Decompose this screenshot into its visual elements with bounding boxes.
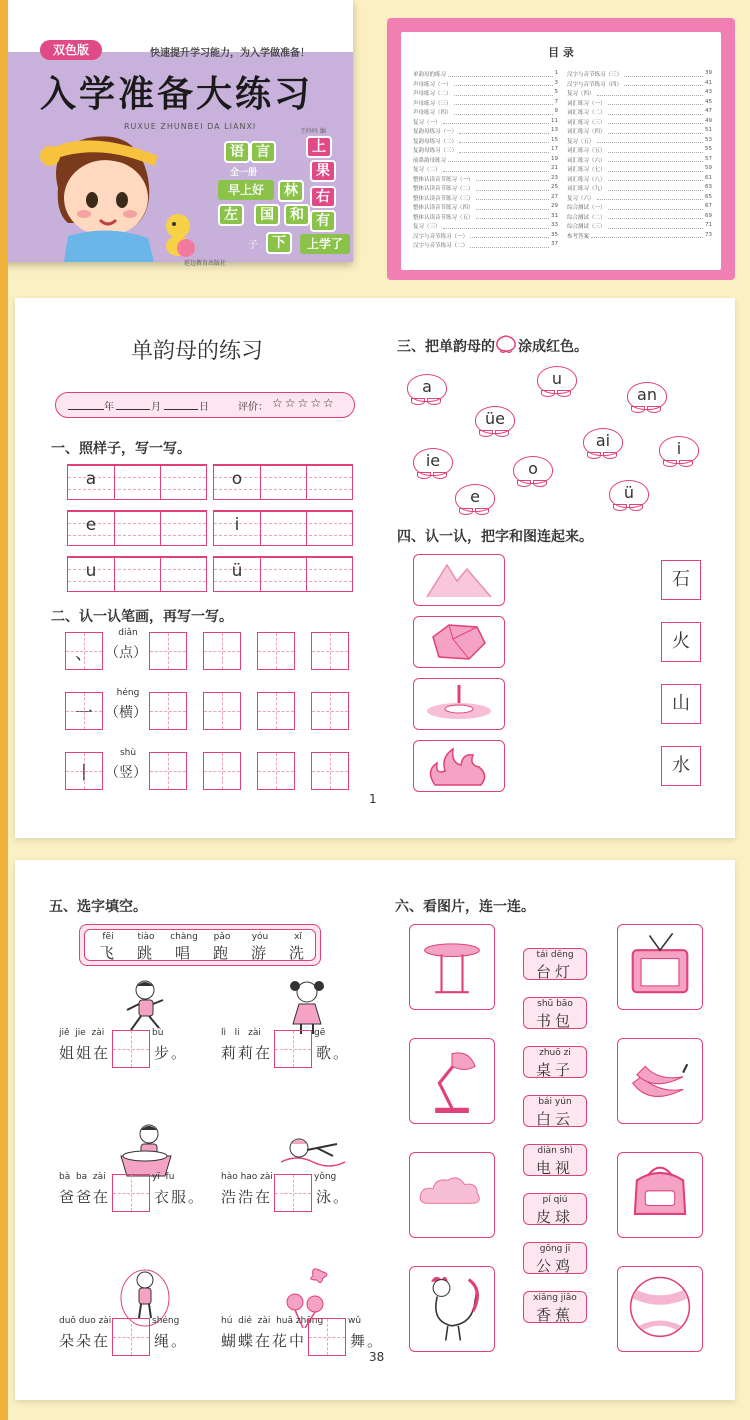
- toc-entry[interactable]: 声母练习（一） 3: [413, 79, 558, 88]
- stroke-pinyin: shù: [119, 748, 137, 758]
- sentence-pinyin: gē: [314, 1028, 326, 1038]
- toc-right-column: [567, 70, 712, 241]
- sentence-pinyin: jiě jie zài: [59, 1028, 105, 1038]
- practice-cell[interactable]: [311, 692, 349, 730]
- practice-cell[interactable]: [257, 632, 295, 670]
- cover-title: 入学准备大练习: [40, 74, 314, 115]
- book-spine: [0, 0, 8, 262]
- section-6-heading: 六、看图片，连一连。: [395, 899, 535, 915]
- toc-entry[interactable]: 复习（三） 33: [413, 222, 558, 230]
- sentence-text: 歌。: [316, 1044, 351, 1062]
- practice-cell[interactable]: [257, 752, 295, 790]
- toc-entry[interactable]: 单韵母的练习 1: [413, 70, 558, 78]
- cover-word-tile: 上学了: [300, 234, 350, 254]
- sentence-pinyin: shéng: [152, 1316, 180, 1326]
- toc-entry[interactable]: 整体认读音节练习（一） 23: [413, 174, 558, 183]
- toc-entry[interactable]: 汉字与音节练习（三） 39: [567, 70, 712, 78]
- stroke-name: （横）: [105, 705, 147, 721]
- peach-ve[interactable]: üe: [475, 406, 515, 436]
- writing-row: [67, 556, 207, 592]
- sentence-pinyin: bà ba zài: [59, 1172, 106, 1182]
- toc-entry[interactable]: 综合测试（一） 67: [567, 203, 712, 211]
- toc-entry[interactable]: 词汇练习（二） 47: [567, 108, 712, 116]
- rating-label: 评价：: [238, 402, 268, 413]
- stroke-mark: 、: [75, 643, 93, 664]
- answer-box[interactable]: [308, 1318, 346, 1356]
- peach-i[interactable]: i: [659, 436, 699, 466]
- peach-o[interactable]: o: [513, 456, 553, 486]
- word-card[interactable]: pí qiú 皮球: [523, 1193, 587, 1225]
- practice-cell[interactable]: [149, 632, 187, 670]
- answer-box[interactable]: [112, 1318, 150, 1356]
- model-letter: e: [85, 515, 97, 535]
- rooster-picture[interactable]: [409, 1266, 495, 1352]
- practice-cell[interactable]: [203, 692, 241, 730]
- page-title: 单韵母的练习: [131, 339, 264, 364]
- peach-a[interactable]: a: [407, 374, 447, 404]
- date-rating-bar: [55, 392, 355, 418]
- day-label: 日: [199, 402, 209, 413]
- practice-cell[interactable]: [311, 632, 349, 670]
- stroke-pinyin: héng: [116, 688, 140, 698]
- choice-char[interactable]: 游: [251, 944, 267, 962]
- model-letter: u: [85, 561, 97, 581]
- practice-cell[interactable]: [203, 752, 241, 790]
- girl-illustration: [28, 128, 203, 262]
- desk-lamp-picture[interactable]: [409, 1038, 495, 1124]
- sentence-pinyin: hào hao zài: [221, 1172, 273, 1182]
- cover-word-tile: 右: [310, 186, 336, 208]
- cover-word-tile: 言: [250, 141, 276, 163]
- writing-row: [67, 510, 207, 546]
- cover-word-tile: 和: [284, 204, 310, 226]
- cover-slogan: 快速提升学习能力，为入学做准备！: [150, 48, 310, 59]
- cover-word-tile: 国: [254, 204, 280, 226]
- writing-row: [213, 510, 353, 546]
- sentence-text: 衣服。: [154, 1188, 206, 1206]
- sentence-text: 浩浩在: [221, 1188, 273, 1206]
- stroke-model-cell: [65, 752, 103, 790]
- cover-word-tile: 林: [278, 180, 304, 202]
- answer-box[interactable]: [112, 1030, 150, 1068]
- toc-entry[interactable]: 复韵母练习（三） 17: [413, 146, 558, 154]
- sentence-pinyin: yǒng: [314, 1172, 337, 1182]
- word-card[interactable]: shū bāo 书包: [523, 997, 587, 1029]
- choice-char[interactable]: 飞: [99, 944, 115, 962]
- cover-title-pinyin: RUXUE ZHUNBEI DA LIANXI: [124, 122, 257, 131]
- toc-entry[interactable]: 声母练习（四） 9: [413, 108, 558, 116]
- choice-char[interactable]: 洗: [289, 944, 305, 962]
- section-5-heading: 五、选字填空。: [49, 899, 147, 915]
- table-picture[interactable]: [409, 924, 495, 1010]
- word-card[interactable]: gōng jī 公鸡: [523, 1242, 587, 1274]
- stroke-pinyin: diǎn: [118, 628, 138, 638]
- fire-picture[interactable]: [413, 740, 505, 792]
- peach-icon: [495, 334, 517, 354]
- choice-pinyin: fēi: [102, 932, 114, 942]
- sentence-pinyin: yī fu: [152, 1172, 175, 1182]
- banana-picture[interactable]: [617, 1038, 703, 1124]
- choice-char[interactable]: 跑: [213, 944, 229, 962]
- choice-pinyin: xǐ: [294, 932, 302, 942]
- word-card[interactable]: zhuō zi 桌子: [523, 1046, 587, 1078]
- peach-ai[interactable]: ai: [583, 428, 623, 458]
- sentence-text: 朵朵在: [59, 1332, 111, 1350]
- sentence-text: 姐姐在: [59, 1044, 111, 1062]
- tv-picture[interactable]: [617, 924, 703, 1010]
- section-4-heading: 四、认一认，把字和图连起来。: [397, 529, 593, 545]
- cover-publisher: 延边教育出版社: [184, 260, 227, 267]
- toc-entry[interactable]: 综合测试（三） 71: [567, 222, 712, 230]
- worksheet-page-38: [15, 860, 735, 1400]
- toc-entry[interactable]: 整体认读音节练习（五） 31: [413, 212, 558, 221]
- cover-author: 王吟吟 编: [300, 128, 326, 135]
- peach-e[interactable]: e: [455, 484, 495, 514]
- practice-cell[interactable]: [311, 752, 349, 790]
- model-letter: i: [234, 515, 240, 535]
- water-picture[interactable]: [413, 678, 505, 730]
- toc-entry[interactable]: 声母练习（二） 5: [413, 89, 558, 97]
- choice-char[interactable]: 唱: [175, 944, 191, 962]
- worksheet-page-1: [15, 298, 735, 838]
- cover-word-tile: 早上好: [218, 180, 274, 200]
- word-choice-box: [79, 924, 321, 966]
- word-card[interactable]: tái dēng 台灯: [523, 948, 587, 980]
- toc-entry[interactable]: 整体认读音节练习（二） 25: [413, 184, 558, 192]
- toc-title: 目 录: [548, 46, 574, 59]
- toc-entry[interactable]: 参考答案 73: [567, 231, 712, 240]
- model-letter: ü: [231, 561, 243, 581]
- sentence-pinyin: lì li zài: [221, 1028, 261, 1038]
- toc-entry[interactable]: 复韵母练习（二） 15: [413, 136, 558, 145]
- stroke-model-cell: [65, 692, 103, 730]
- answer-box[interactable]: [112, 1174, 150, 1212]
- stroke-name: （点）: [105, 645, 147, 661]
- model-letter: o: [231, 469, 243, 489]
- word-card[interactable]: xiāng jiāo 香蕉: [523, 1291, 587, 1323]
- practice-cell[interactable]: [203, 632, 241, 670]
- writing-row: [213, 556, 353, 592]
- sentence-text: 泳。: [316, 1188, 351, 1206]
- match-char-box[interactable]: 石: [661, 560, 701, 600]
- cover-word-tile: 有: [310, 210, 336, 232]
- sentence-pinyin: wǔ: [348, 1316, 362, 1326]
- toc-entry[interactable]: 复习（二） 21: [413, 165, 558, 173]
- stroke-model-cell: [65, 632, 103, 670]
- schoolbag-picture[interactable]: [617, 1152, 703, 1238]
- toc-entry[interactable]: 词汇练习（五） 55: [567, 146, 712, 154]
- cover-word-tile: 全一册: [230, 168, 258, 178]
- sentence-text: 舞。: [350, 1332, 385, 1350]
- toc-left-column: [413, 70, 558, 251]
- writing-row: [213, 464, 353, 500]
- month-label: 月: [151, 402, 161, 413]
- page-number: 1: [369, 792, 377, 806]
- toc-entry[interactable]: 词汇练习（九） 63: [567, 184, 712, 192]
- mountain-picture[interactable]: [413, 554, 505, 606]
- model-letter: a: [85, 469, 97, 489]
- sentence-text: 步。: [154, 1044, 189, 1062]
- match-char-box[interactable]: 山: [661, 684, 701, 724]
- toc-entry[interactable]: 汉字与音节练习（一） 35: [413, 231, 558, 240]
- toc-entry[interactable]: 词汇练习（一） 45: [567, 98, 712, 107]
- cover-word-tile: 下: [266, 232, 292, 254]
- peach-an[interactable]: an: [627, 382, 667, 412]
- practice-cell[interactable]: [149, 752, 187, 790]
- year-label: 年: [104, 402, 114, 413]
- practice-cell[interactable]: [149, 692, 187, 730]
- cover-word-tile: 语: [224, 141, 250, 163]
- answer-box[interactable]: [274, 1174, 312, 1212]
- toc-entry[interactable]: 前鼻韵母练习 19: [413, 155, 558, 164]
- toc-entry[interactable]: 词汇练习（七） 59: [567, 165, 712, 173]
- page-number: 38: [369, 1350, 385, 1364]
- table-of-contents-page: [387, 18, 735, 280]
- cover-word-tile: 子: [248, 240, 258, 251]
- section-2-heading: 二、认一认笔画，再写一写。: [51, 609, 233, 625]
- sentence-text: 蝴蝶在花中: [221, 1332, 307, 1350]
- stroke-name: （竖）: [105, 765, 147, 781]
- rating-stars[interactable]: ☆☆☆☆☆: [272, 396, 336, 410]
- sentence-pinyin: hú dié zài huā zhōng: [221, 1316, 324, 1326]
- toc-entry[interactable]: 词汇练习（六） 57: [567, 155, 712, 164]
- toc-entry[interactable]: 复韵母练习（一） 13: [413, 127, 558, 135]
- toc-entry[interactable]: 复习（六） 65: [567, 193, 712, 202]
- peach-ie[interactable]: ie: [413, 448, 453, 478]
- toc-entry[interactable]: 汉字与音节练习（四） 41: [567, 79, 712, 88]
- choice-pinyin: pǎo: [213, 932, 231, 942]
- word-card[interactable]: diàn shì 电视: [523, 1144, 587, 1176]
- cloud-picture[interactable]: [409, 1152, 495, 1238]
- section-3-heading: 三、把单韵母的: [397, 339, 495, 355]
- ball-picture[interactable]: [617, 1266, 703, 1352]
- match-char-box[interactable]: 火: [661, 622, 701, 662]
- choice-pinyin: tiào: [137, 932, 155, 942]
- toc-entry[interactable]: 声母练习（三） 7: [413, 98, 558, 107]
- match-char-box[interactable]: 水: [661, 746, 701, 786]
- peach-u[interactable]: u: [537, 366, 577, 396]
- toc-entry[interactable]: 词汇练习（三） 49: [567, 117, 712, 126]
- toc-entry[interactable]: 汉字与音节练习（二） 37: [413, 241, 558, 249]
- stroke-mark: 丨: [75, 763, 93, 784]
- stone-picture[interactable]: [413, 616, 505, 668]
- toc-entry[interactable]: 整体认读音节练习（三） 27: [413, 193, 558, 202]
- choice-char[interactable]: 跳: [137, 944, 153, 962]
- answer-box[interactable]: [274, 1030, 312, 1068]
- sentence-text: 莉莉在: [221, 1044, 273, 1062]
- toc-entry[interactable]: 整体认读音节练习（四） 29: [413, 203, 558, 211]
- sentence-pinyin: duǒ duo zài: [59, 1316, 112, 1326]
- section-3-instruction: 涂成红色。: [518, 339, 588, 355]
- word-card[interactable]: bái yún 白云: [523, 1095, 587, 1127]
- peach-v[interactable]: ü: [609, 480, 649, 510]
- sentence-text: 绳。: [154, 1332, 189, 1350]
- practice-cell[interactable]: [257, 692, 295, 730]
- sentence-pinyin: bù: [152, 1028, 164, 1038]
- cover-word-tile: 果: [310, 160, 336, 182]
- stroke-mark: 一: [75, 703, 93, 724]
- toc-entry[interactable]: 词汇练习（八） 61: [567, 174, 712, 183]
- toc-entry[interactable]: 复习（五） 53: [567, 136, 712, 145]
- toc-entry[interactable]: 复习（四） 43: [567, 89, 712, 97]
- toc-entry[interactable]: 复习（一） 11: [413, 117, 558, 126]
- toc-entry[interactable]: 词汇练习（四） 51: [567, 127, 712, 135]
- choice-pinyin: chàng: [170, 932, 198, 942]
- book-cover: [0, 0, 353, 267]
- choice-pinyin: yóu: [251, 932, 269, 942]
- cover-word-tile: 上: [306, 136, 332, 158]
- section-1-heading: 一、照样子，写一写。: [51, 441, 191, 457]
- cover-word-tile: 左: [218, 204, 244, 226]
- sentence-text: 爸爸在: [59, 1188, 111, 1206]
- toc-entry[interactable]: 综合测试（二） 69: [567, 212, 712, 221]
- writing-row: [67, 464, 207, 500]
- edition-badge: 双色版: [40, 40, 102, 60]
